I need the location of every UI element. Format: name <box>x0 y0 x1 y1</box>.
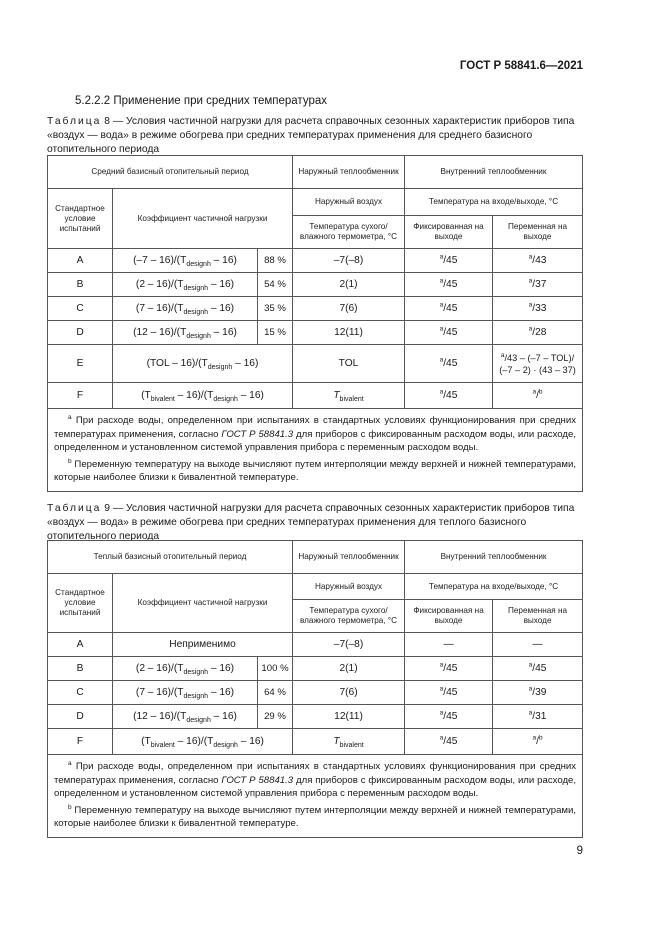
header-period: Теплый базисный отопительный период <box>48 541 293 574</box>
header-outer-hx: Наружный теплообменник <box>293 541 405 574</box>
header-fixed: Фиксированная на выходе <box>405 216 493 249</box>
table-row: A $(-7 - 16)/(T_{designh} - 16)$ 88 % –7(–8) $^a$/45 $^a$/43 <box>48 249 583 273</box>
header-variable: Переменная на выходе <box>493 216 583 249</box>
table-8-caption <box>47 115 582 157</box>
header-dry-wet: Температура сухого/ влажного термометра, °С <box>293 216 405 249</box>
footnote-a: $^a$ При расходе воды, определенном при испытаниях в стандартных условиях функционирования при средних температурах применения, согласно ГОСТ Р 58841.3 для приборов с фиксированным расходом воды, или расходе, определенном и установленном системой управления прибора с переменным расходом воды. <box>54 413 577 453</box>
table-row: D $(12 - 16)/(T_{designh} - 16)$ 29 % 12(11) $^a$/45 $^a$/31 <box>48 705 583 729</box>
header-dry-wet: Температура сухого/ влажного термометра, °С <box>293 600 405 633</box>
header-inner-hx: Внутренний теплообменник <box>405 541 583 574</box>
header-temp-io: Температура на входе/выходе, °С <box>405 189 583 216</box>
table-row: D $(12 - 16)/(T_{designh} - 16)$ 15 % 12(11) $^a$/45 $^a$/28 <box>48 321 583 345</box>
table-9 <box>47 540 583 838</box>
header-period: Средний базисный отопительный период <box>48 156 293 189</box>
table-row: C $(7 - 16)/(T_{designh} - 16)$ 64 % 7(6) $^a$/45 $^a$/39 <box>48 681 583 705</box>
footnote-b: $^b$ Переменную температуру на выходе вычисляют путем интерполяции между верхней и нижней температурами, которые наиболее близки к бивалентной температуре. <box>54 803 577 829</box>
table-row: E $(TOL - 16)/(T_{designh} - 16)$ TOL $^a$/45 $^a$/43 – (–7 – TOL)/ (–7 – 2) · (43 – 37) <box>48 345 583 383</box>
header-condition: Стандартное условие испытаний <box>48 189 113 249</box>
table-9-caption <box>47 502 582 544</box>
table-9-notes <box>48 755 583 838</box>
section-title: 5.2.2.2 Применение при средних температурах <box>75 95 327 107</box>
table-8 <box>47 155 583 492</box>
table-8-notes <box>48 409 583 492</box>
header-temp-io: Температура на входе/выходе, °С <box>405 574 583 600</box>
caption-label: Таблица <box>47 503 102 514</box>
header-condition: Стандартное условие испытаний <box>48 574 113 633</box>
page-number: 9 <box>576 845 583 857</box>
header-outer-hx: Наружный теплообменник <box>293 156 405 189</box>
table-row: A Неприменимо –7(–8) — — <box>48 633 583 657</box>
header-inner-hx: Внутренний теплообменник <box>405 156 583 189</box>
caption-text: 9 — Условия частичной нагрузки для расчета справочных сезонных характеристик приборов типа «воздух — вода» в режиме обогрева при средних температурах применения для теплого базисного отопительного периода <box>47 503 575 542</box>
caption-text: 8 — Условия частичной нагрузки для расчета справочных сезонных характеристик приборов типа «воздух — вода» в режиме обогрева при средних температурах применения для среднего базисного отопительного периода <box>47 116 575 155</box>
header-outer-air: Наружный воздух <box>293 574 405 600</box>
header-coef: Коэффициент частичной нагрузки <box>113 574 293 633</box>
table-row: C $(7 - 16)/(T_{designh} - 16)$ 35 % 7(6) $^a$/45 $^a$/33 <box>48 297 583 321</box>
table-row: F $(T_{bivalent} - 16)/(T_{designh} - 16)$ $T_{bivalent}$ $^a$/45 $^a$/$^b$ <box>48 383 583 409</box>
table-row: F $(T_{bivalent} - 16)/(T_{designh} - 16)$ $T_{bivalent}$ $^a$/45 $^a$/$^b$ <box>48 729 583 755</box>
footnote-a: $^a$ При расходе воды, определенном при испытаниях в стандартных условиях функционирования при средних температурах применения, согласно ГОСТ Р 58841.3 для приборов с фиксированным расходом воды, или расходе, определенном и установленном системой управления прибора с переменным расходом воды. <box>54 759 577 799</box>
caption-label: Таблица <box>47 116 102 127</box>
table-row: B $(2 - 16)/(T_{designh} - 16)$ 54 % 2(1) $^a$/45 $^a$/37 <box>48 273 583 297</box>
header-fixed: Фиксированная на выходе <box>405 600 493 633</box>
document-id: ГОСТ Р 58841.6—2021 <box>459 60 583 72</box>
header-coef: Коэффициент частичной нагрузки <box>113 189 293 249</box>
table-row: B $(2 - 16)/(T_{designh} - 16)$ 100 % 2(1) $^a$/45 $^a$/45 <box>48 657 583 681</box>
footnote-b: $^b$ Переменную температуру на выходе вычисляют путем интерполяции между верхней и нижней температурами, которые наиболее близки к бивалентной температуре. <box>54 457 577 483</box>
header-outer-air: Наружный воздух <box>293 189 405 216</box>
header-variable: Переменная на выходе <box>493 600 583 633</box>
